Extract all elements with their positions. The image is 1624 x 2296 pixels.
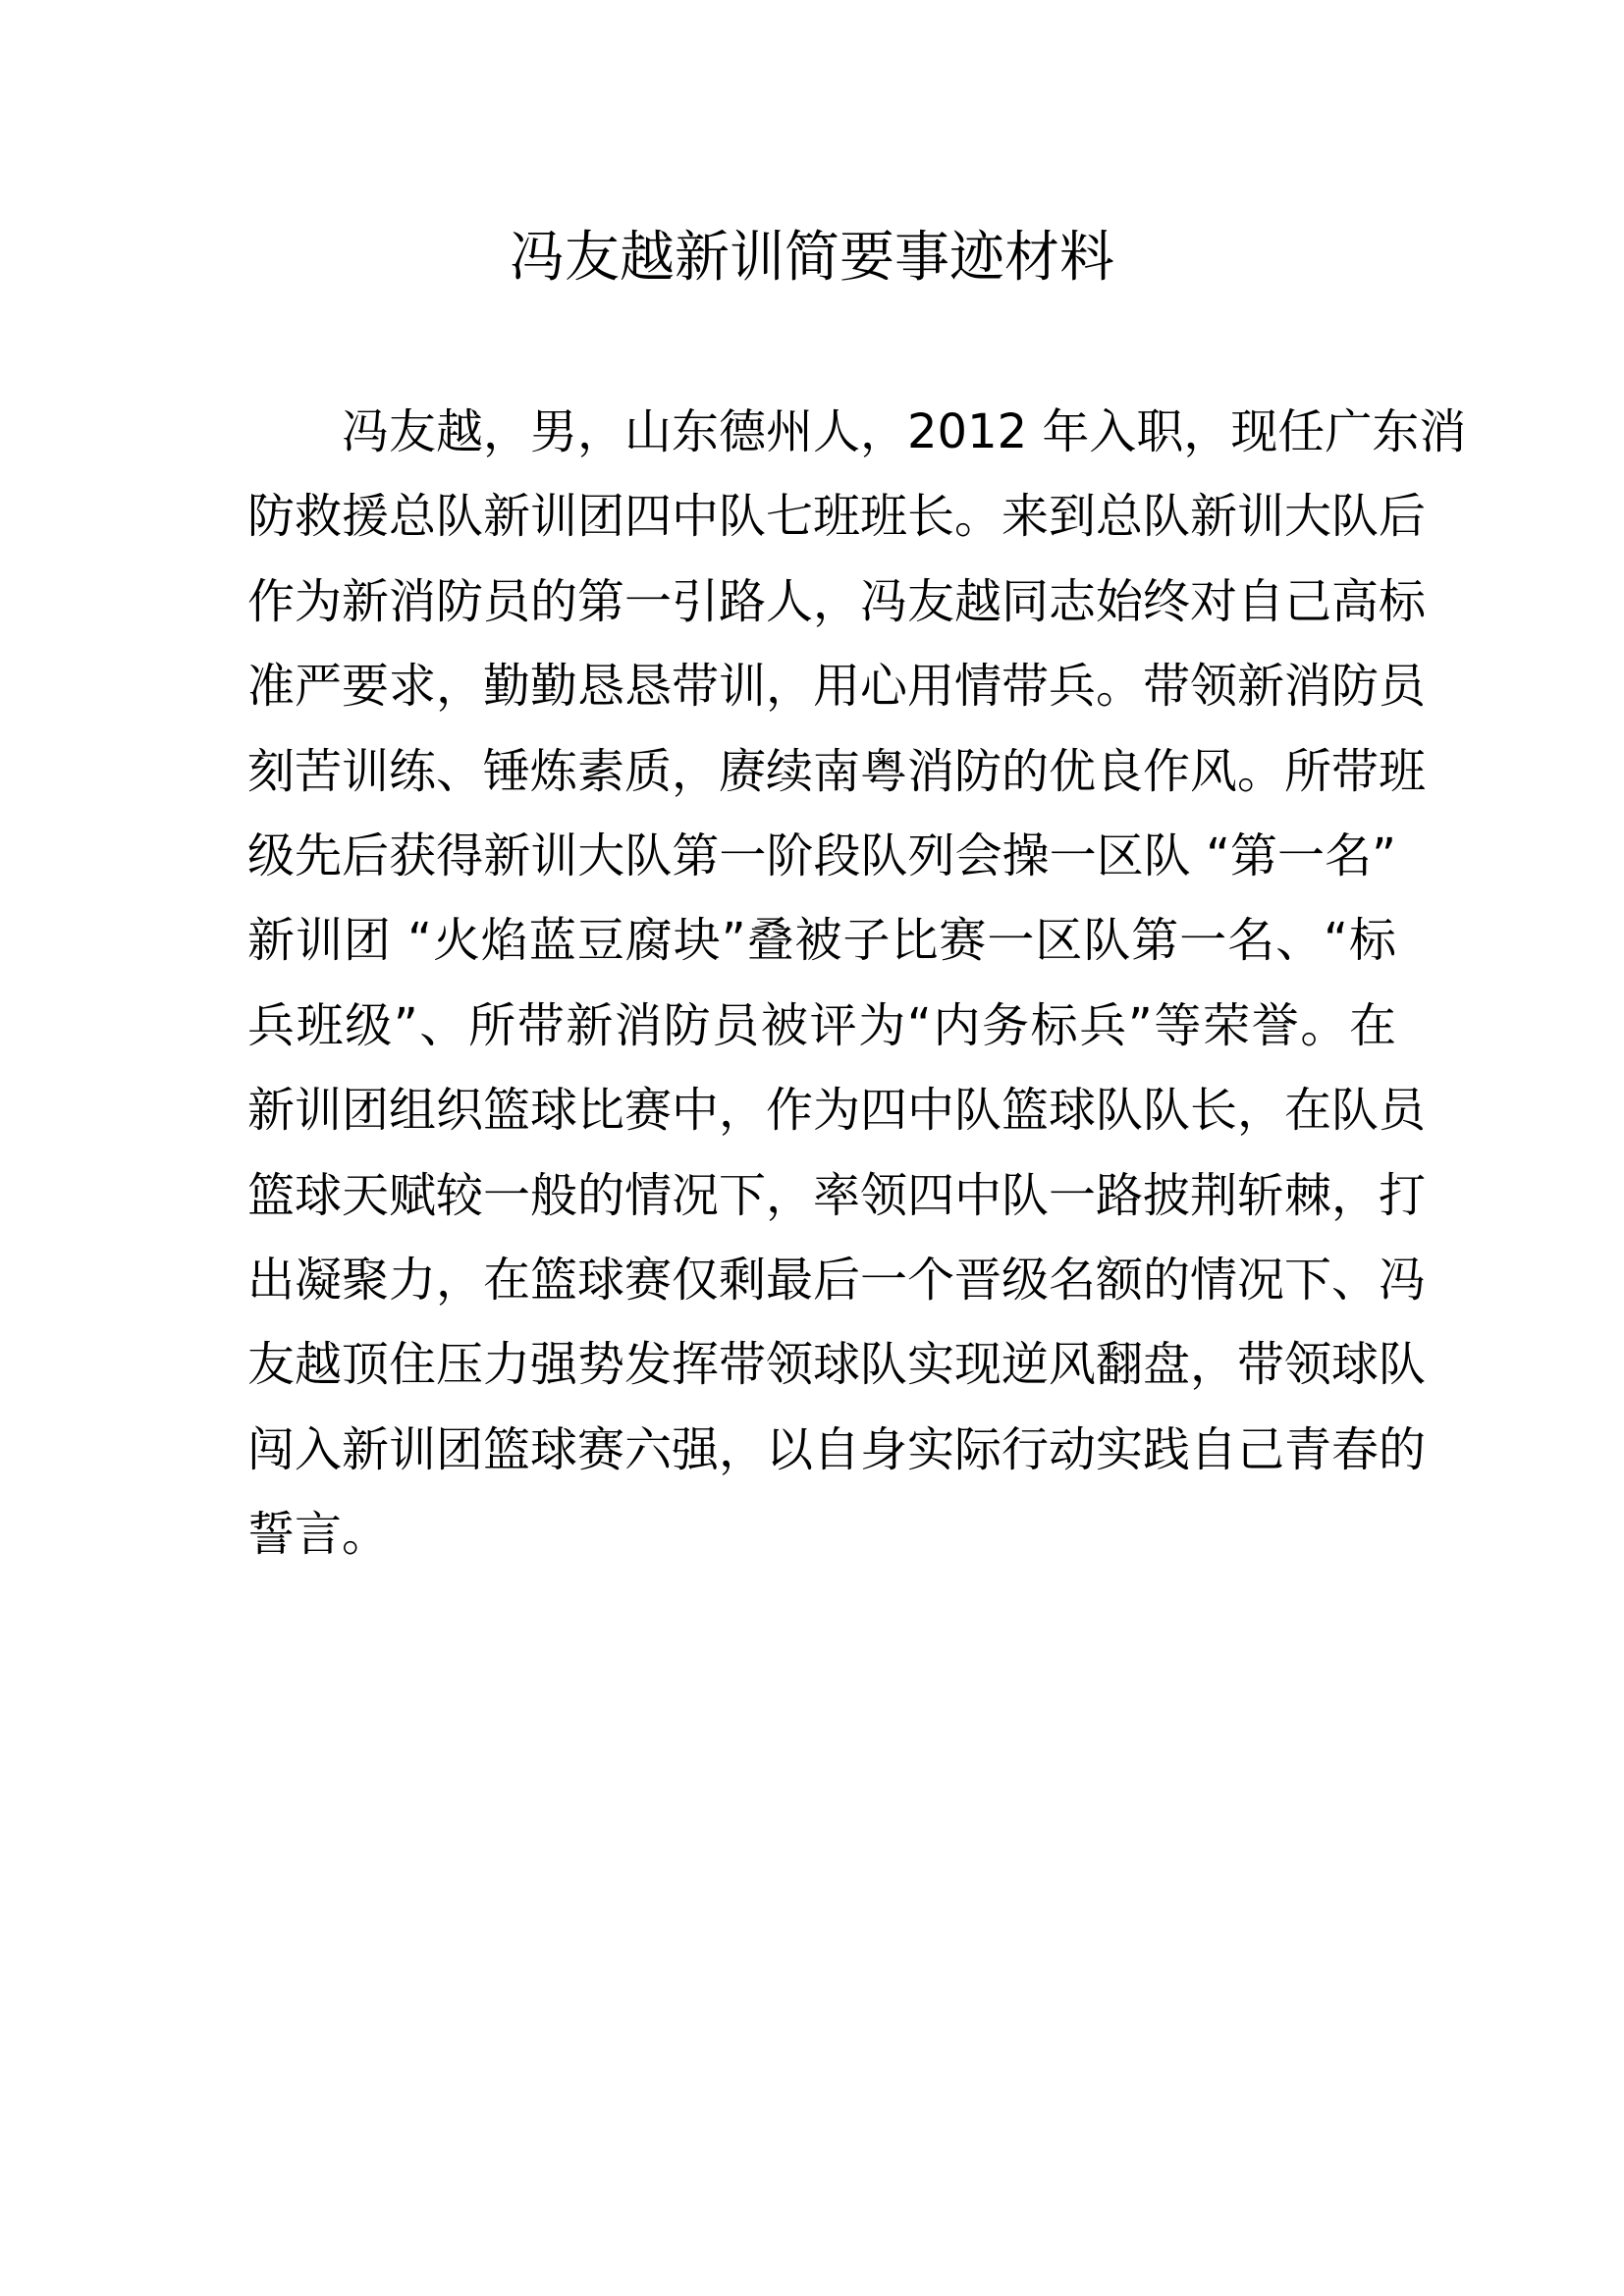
paragraph-line: 作为新消防员的第一引路人，冯友越同志始终对自己高标 (247, 573, 1427, 629)
paragraph-line: 友越顶住压力强势发挥带领球队实现逆风翻盘，带领球队 (247, 1337, 1427, 1393)
paragraph-line: 兵班级”、所带新消防员被评为“内务标兵”等荣誉。在 (247, 997, 1396, 1053)
paragraph-line: 冯友越，男，山东德州人，2012 年入职，现任广东消 (342, 404, 1467, 459)
paragraph-line: 出凝聚力，在篮球赛仅剩最后一个晋级名额的情况下、冯 (247, 1252, 1427, 1308)
paragraph-line: 篮球天赋较一般的情况下，率领四中队一路披荆斩棘，打 (247, 1167, 1427, 1223)
document-title: 冯友越新训简要事迹材料 (510, 226, 1114, 290)
paragraph-line: 新训团 “火焰蓝豆腐块”叠被子比赛一区队第一名、“标 (247, 913, 1396, 969)
paragraph-line: 防救援总队新训团四中队七班班长。来到总队新训大队后 (247, 489, 1427, 545)
paragraph-line: 新训团组织篮球比赛中，作为四中队篮球队队长，在队员 (247, 1083, 1427, 1139)
paragraph-line: 级先后获得新训大队第一阶段队列会操一区队 “第一名” (247, 828, 1396, 883)
paragraph-line: 准严要求，勤勤恳恳带训，用心用情带兵。带领新消防员 (247, 659, 1427, 715)
document-body (247, 390, 1467, 1576)
paragraph-line: 誓言。 (247, 1507, 390, 1563)
paragraph-line: 刻苦训练、锤炼素质，赓续南粤消防的优良作风。所带班 (247, 743, 1427, 799)
paragraph-line: 闯入新训团篮球赛六强，以自身实际行动实践自己青春的 (247, 1421, 1427, 1477)
